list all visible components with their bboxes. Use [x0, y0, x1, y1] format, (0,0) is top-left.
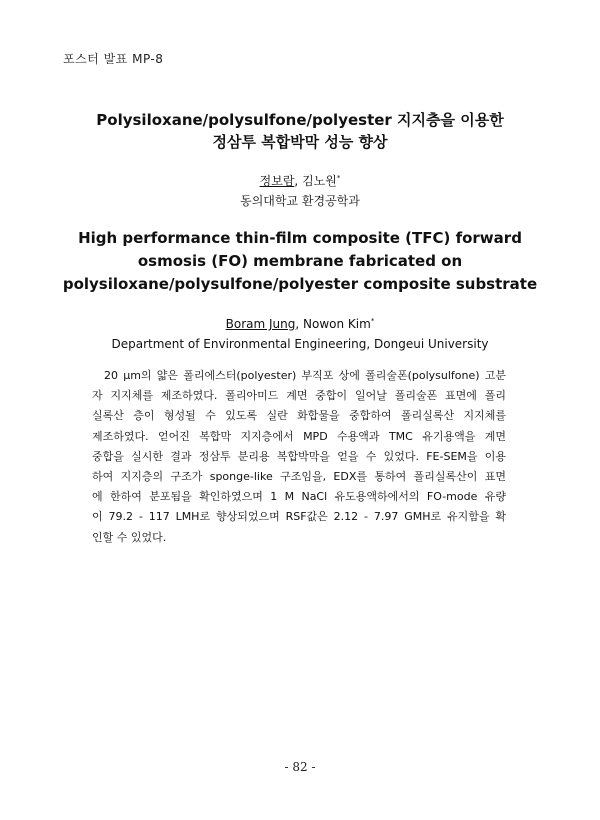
korean-title — [60, 109, 540, 153]
presenting-author: Boram Jung — [225, 317, 296, 331]
abstract-line: 실록산 층이 형성될 수 있도록 실란 화합물을 중합하여 폴리실록산 지지체를 — [92, 409, 506, 423]
corresponding-mark: * — [370, 317, 375, 325]
abstract-line: 하여 지지층의 구조가 sponge-like 구조임을, EDX를 통하여 폴리실록산이 표면 — [92, 470, 506, 484]
corresponding-mark: * — [336, 174, 341, 182]
abstract-line: 이 79.2 - 117 LMH로 향상되었으며 RSF값은 2.12 - 7.97 GMH로 유지함을 확 — [92, 510, 506, 524]
abstract-line: 중합을 실시한 결과 정삼투 분리용 복합박막을 얻을 수 있었다. FE-SEM을 이용 — [92, 449, 506, 463]
presenting-author: 정보람 — [259, 174, 295, 188]
author-separator: , — [295, 317, 304, 331]
abstract-line: 인할 수 있었다. — [92, 530, 167, 544]
session-label: 포스터 발표 MP-8 — [63, 52, 164, 66]
abstract-line: 에 한하여 분포됨을 확인하였으며 1 M NaCl 유도용액하에서의 FO-mode 유량 — [92, 490, 506, 504]
corresponding-author: 김노원 — [302, 174, 337, 188]
korean-author-block — [60, 171, 540, 211]
corresponding-author: Nowon Kim — [303, 317, 371, 331]
korean-title-line: 정삼투 복합박막 성능 향상 — [212, 133, 388, 151]
abstract-line: 자 지지체를 제조하였다. 폴리아미드 계면 중합이 일어날 폴리술폰 표면에 폴리 — [92, 389, 506, 403]
korean-title-line: Polysiloxane/polysulfone/polyester 지지층을 이용한 — [96, 111, 504, 129]
abstract-body — [92, 366, 506, 548]
english-affiliation: Department of Environmental Engineering, Dongeui University — [111, 337, 489, 351]
abstract-line: 제조하였다. 얻어진 복합막 지지층에서 MPD 수용액과 TMC 유기용액을 계면 — [92, 429, 506, 443]
english-title-line: polysiloxane/polysulfone/polyester composite substrate — [62, 275, 538, 293]
abstract-line: 20 μm의 얇은 폴리에스터(polyester) 부직포 상에 폴리술폰(polysulfone) 고분 — [104, 369, 506, 382]
english-title — [60, 227, 540, 296]
author-separator: , — [294, 174, 303, 188]
english-title-line: High performance thin-film composite (TFC) forward — [78, 229, 522, 247]
english-title-line: osmosis (FO) membrane fabricated on — [137, 252, 463, 270]
english-authors — [60, 314, 540, 334]
korean-authors — [60, 171, 540, 191]
page-number: - 82 - — [284, 760, 316, 774]
english-author-block — [60, 314, 540, 354]
korean-affiliation: 동의대학교 환경공학과 — [240, 194, 360, 208]
